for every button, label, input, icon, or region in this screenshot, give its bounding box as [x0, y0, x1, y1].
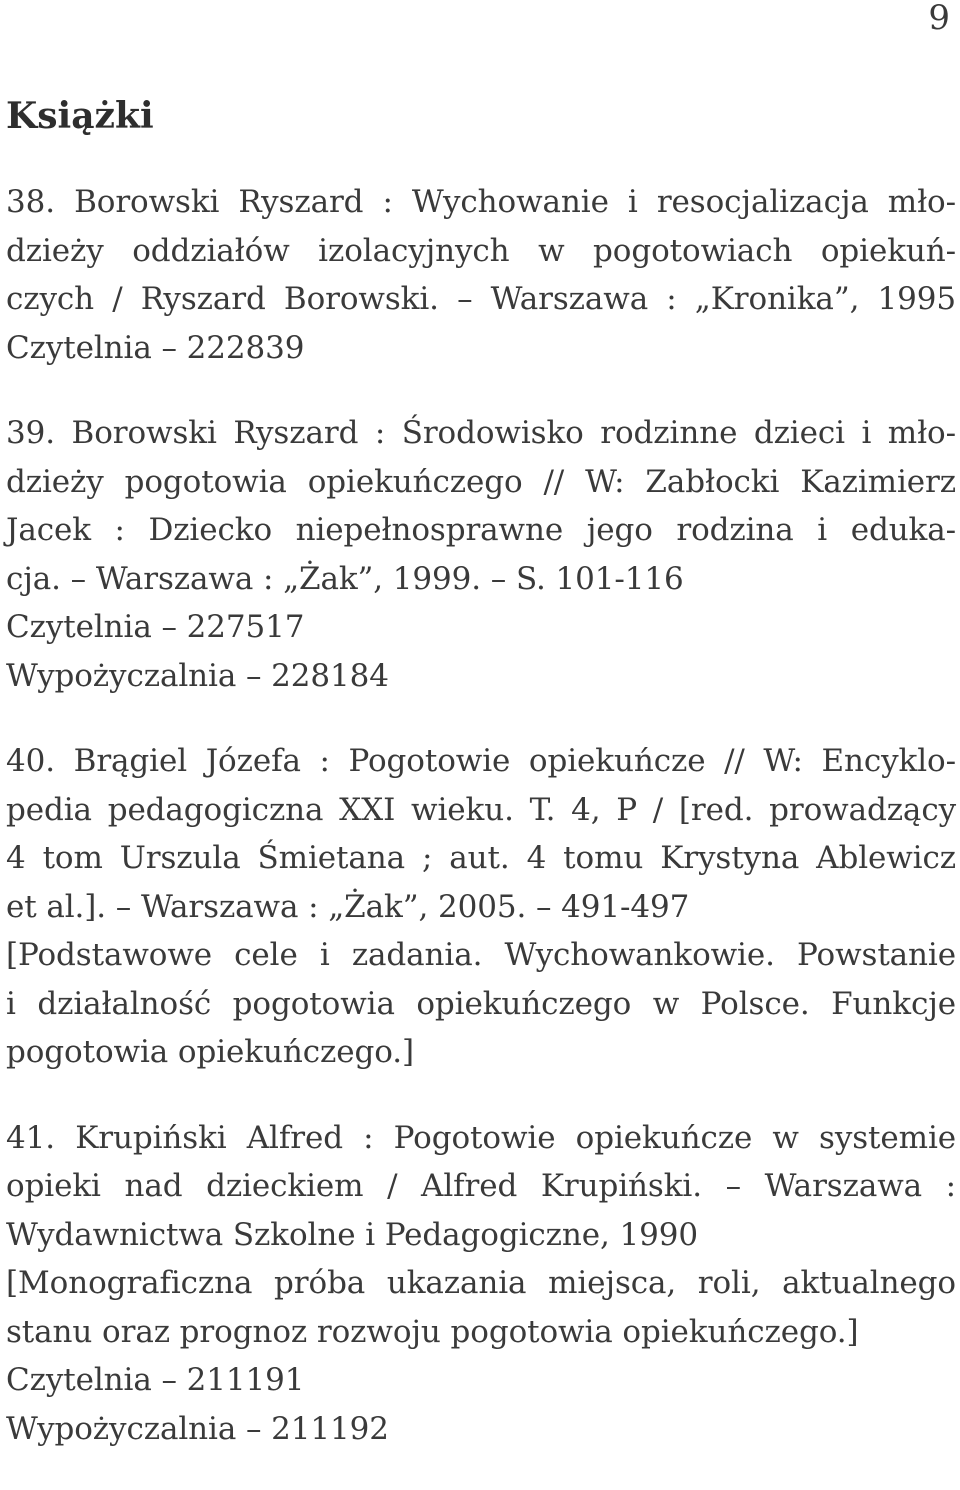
- call-number-lending-library: Wypożyczalnia – 211192: [6, 1410, 389, 1447]
- entry-line: Wydawnictwa Szkolne i Pedagogiczne, 1990: [6, 1216, 699, 1253]
- entry-line: Jacek : Dziecko niepełnosprawne jego rodzina i eduka-: [6, 512, 956, 548]
- entry-line: 4 tom Urszula Śmietana ; aut. 4 tomu Krystyna Ablewicz: [6, 840, 956, 876]
- bibliography-entry-38: [6, 178, 956, 372]
- entry-annotation-line: [Monograficzna próba ukazania miejsca, roli, aktualnego: [6, 1265, 956, 1301]
- call-number-reading-room: Czytelnia – 211191: [6, 1362, 305, 1398]
- entry-line: 39. Borowski Ryszard : Środowisko rodzinne dzieci i mło-: [6, 415, 956, 451]
- bibliography-entry-41: [6, 1114, 956, 1454]
- page-number: 9: [928, 0, 950, 38]
- bibliography-entry-40: [6, 737, 956, 1077]
- call-number-reading-room: Czytelnia – 227517: [6, 609, 305, 645]
- entry-annotation-line: i działalność pogotowia opiekuńczego w Polsce. Funkcje: [6, 985, 956, 1022]
- entry-line: pedia pedagogiczna XXI wieku. T. 4, P / [red. prowadzący: [6, 791, 956, 828]
- entry-line: et al.]. – Warszawa : „Żak”, 2005. – 491-497: [6, 888, 690, 925]
- entry-annotation-line: [Podstawowe cele i zadania. Wychowankowie. Powstanie: [6, 937, 956, 973]
- section-title: Książki: [6, 95, 154, 137]
- entry-line: 41. Krupiński Alfred : Pogotowie opiekuńcze w systemie: [6, 1119, 956, 1156]
- entry-line: opieki nad dzieckiem / Alfred Krupiński. – Warszawa :: [6, 1168, 956, 1204]
- entry-line: cja. – Warszawa : „Żak”, 1999. – S. 101-116: [6, 560, 684, 597]
- entry-line: 38. Borowski Ryszard : Wychowanie i resocjalizacja mło-: [6, 184, 956, 220]
- entry-line: 40. Brągiel Józefa : Pogotowie opiekuńcze // W: Encyklo-: [6, 743, 956, 779]
- document-body: [6, 90, 956, 1490]
- entry-line: czych / Ryszard Borowski. – Warszawa : „Kronika”, 1995: [6, 281, 956, 317]
- entry-line: dzieży pogotowia opiekuńczego // W: Zabłocki Kazimierz: [6, 463, 956, 500]
- call-number-lending-library: Wypożyczalnia – 228184: [6, 657, 389, 694]
- bibliography-entry-39: [6, 409, 956, 700]
- call-number-reading-room: Czytelnia – 222839: [6, 329, 305, 366]
- entry-annotation-line: stanu oraz prognoz rozwoju pogotowia opiekuńczego.]: [6, 1313, 859, 1350]
- entry-line: dzieży oddziałów izolacyjnych w pogotowiach opiekuń-: [6, 232, 956, 269]
- entry-annotation-line: pogotowia opiekuńczego.]: [6, 1034, 414, 1070]
